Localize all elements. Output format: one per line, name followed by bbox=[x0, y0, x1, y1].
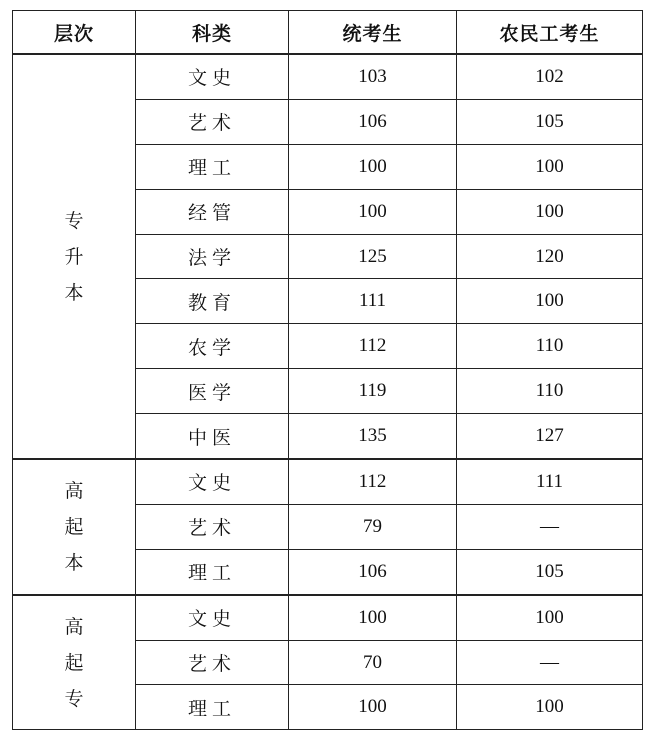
header-migrant: 农民工考生 bbox=[457, 11, 643, 55]
header-row bbox=[13, 11, 643, 55]
migrant-cell: 105 bbox=[457, 99, 643, 144]
migrant-cell: — bbox=[457, 504, 643, 549]
migrant-cell: 100 bbox=[457, 144, 643, 189]
level-label: 高起本 bbox=[64, 479, 84, 574]
subject-cell: 艺术 bbox=[136, 640, 289, 685]
unified-cell: 112 bbox=[289, 459, 457, 504]
migrant-cell: 120 bbox=[457, 234, 643, 279]
subject-cell: 艺术 bbox=[136, 99, 289, 144]
subject-cell: 经管 bbox=[136, 189, 289, 234]
table-header bbox=[13, 11, 643, 55]
unified-cell: 100 bbox=[289, 144, 457, 189]
table-body bbox=[13, 54, 643, 730]
header-level: 层次 bbox=[13, 11, 136, 55]
unified-cell: 111 bbox=[289, 279, 457, 324]
migrant-cell: 111 bbox=[457, 459, 643, 504]
subject-cell: 艺术 bbox=[136, 504, 289, 549]
table-row bbox=[13, 595, 643, 640]
subject-cell: 文史 bbox=[136, 459, 289, 504]
subject-cell: 法学 bbox=[136, 234, 289, 279]
subject-cell: 文史 bbox=[136, 54, 289, 99]
level-label: 高起专 bbox=[64, 615, 84, 710]
unified-cell: 112 bbox=[289, 324, 457, 369]
level-cell bbox=[13, 459, 136, 595]
level-cell bbox=[13, 54, 136, 459]
migrant-cell: 100 bbox=[457, 189, 643, 234]
migrant-cell: 110 bbox=[457, 369, 643, 414]
migrant-cell: 100 bbox=[457, 279, 643, 324]
unified-cell: 100 bbox=[289, 595, 457, 640]
unified-cell: 100 bbox=[289, 685, 457, 730]
subject-cell: 理工 bbox=[136, 144, 289, 189]
unified-cell: 103 bbox=[289, 54, 457, 99]
unified-cell: 106 bbox=[289, 99, 457, 144]
unified-cell: 119 bbox=[289, 369, 457, 414]
migrant-cell: 100 bbox=[457, 685, 643, 730]
migrant-cell: 110 bbox=[457, 324, 643, 369]
unified-cell: 106 bbox=[289, 549, 457, 594]
subject-cell: 教育 bbox=[136, 279, 289, 324]
table-row bbox=[13, 54, 643, 99]
migrant-cell: 105 bbox=[457, 549, 643, 594]
migrant-cell: 127 bbox=[457, 414, 643, 459]
level-label: 专升本 bbox=[64, 209, 84, 304]
unified-cell: 125 bbox=[289, 234, 457, 279]
subject-cell: 农学 bbox=[136, 324, 289, 369]
header-subject: 科类 bbox=[136, 11, 289, 55]
unified-cell: 100 bbox=[289, 189, 457, 234]
unified-cell: 135 bbox=[289, 414, 457, 459]
header-unified: 统考生 bbox=[289, 11, 457, 55]
subject-cell: 中医 bbox=[136, 414, 289, 459]
migrant-cell: — bbox=[457, 640, 643, 685]
subject-cell: 文史 bbox=[136, 595, 289, 640]
level-cell bbox=[13, 595, 136, 730]
subject-cell: 理工 bbox=[136, 685, 289, 730]
subject-cell: 医学 bbox=[136, 369, 289, 414]
migrant-cell: 102 bbox=[457, 54, 643, 99]
unified-cell: 70 bbox=[289, 640, 457, 685]
migrant-cell: 100 bbox=[457, 595, 643, 640]
unified-cell: 79 bbox=[289, 504, 457, 549]
subject-cell: 理工 bbox=[136, 549, 289, 594]
score-table bbox=[12, 10, 643, 730]
table-row bbox=[13, 459, 643, 504]
